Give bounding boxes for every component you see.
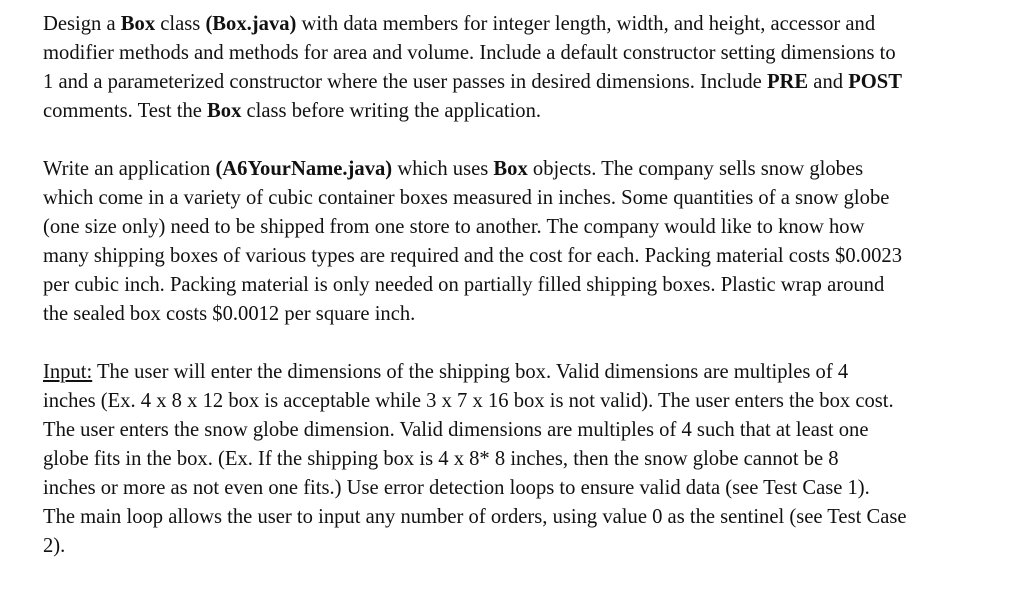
text-line bbox=[43, 97, 1015, 126]
bold-text: (Box.java) bbox=[205, 13, 297, 35]
text-line bbox=[43, 503, 1015, 532]
text-line bbox=[43, 358, 1015, 387]
bold-text: Box bbox=[493, 158, 528, 180]
text-run: comments. Test the bbox=[43, 100, 208, 122]
text-run: the sealed box costs $0.0012 per square inch. bbox=[43, 303, 416, 325]
text-run: which come in a variety of cubic container boxes measured in inches. Some quantities of a snow globe bbox=[43, 187, 890, 209]
bold-text: POST bbox=[848, 71, 902, 93]
text-run: The user will enter the dimensions of the shipping box. Valid dimensions are multiples of 4 bbox=[92, 361, 849, 383]
bold-text: (A6YourName.java) bbox=[215, 158, 393, 180]
text-line bbox=[43, 445, 1015, 474]
text-run: with data members for integer length, width, and height, accessor and bbox=[296, 13, 876, 35]
text-line bbox=[43, 474, 1015, 503]
text-run: inches or more as not even one fits.) Use error detection loops to ensure valid data (see Test Case 1). bbox=[43, 477, 870, 499]
text-line bbox=[43, 39, 1015, 68]
text-line bbox=[43, 184, 1015, 213]
text-run: class before writing the application. bbox=[241, 100, 542, 122]
text-line bbox=[43, 300, 1015, 329]
text-run: inches (Ex. 4 x 8 x 12 box is acceptable while 3 x 7 x 16 box is not valid). The user enters the box cost. bbox=[43, 390, 894, 412]
text-run: 2). bbox=[43, 535, 66, 557]
text-run: globe fits in the box. (Ex. If the shipping box is 4 x 8* 8 inches, then the snow globe cannot be 8 bbox=[43, 448, 839, 470]
text-run: The user enters the snow globe dimension. Valid dimensions are multiples of 4 such that at least one bbox=[43, 419, 869, 441]
bold-text: Box bbox=[207, 100, 242, 122]
text-line bbox=[43, 271, 1015, 300]
text-line bbox=[43, 416, 1015, 445]
text-run: objects. The company sells snow globes bbox=[527, 158, 864, 180]
bold-text: PRE bbox=[766, 71, 809, 93]
text-run: class bbox=[155, 13, 206, 35]
text-line bbox=[43, 68, 1015, 97]
text-run: (one size only) need to be shipped from one store to another. The company would like to know how bbox=[43, 216, 865, 238]
text-line bbox=[43, 10, 1015, 39]
underlined-heading: Input: bbox=[43, 361, 93, 383]
text-run: Write an application bbox=[43, 158, 216, 180]
text-line bbox=[43, 213, 1015, 242]
text-run: many shipping boxes of various types are required and the cost for each. Packing material costs $0.0023 bbox=[43, 245, 902, 267]
text-run: modifier methods and methods for area and volume. Include a default constructor setting dimensions to bbox=[43, 42, 896, 64]
paragraph-3 bbox=[43, 358, 1015, 561]
paragraph-1 bbox=[43, 10, 1015, 126]
text-line bbox=[43, 387, 1015, 416]
text-run: Design a bbox=[43, 13, 121, 35]
text-run: The main loop allows the user to input any number of orders, using value 0 as the sentinel (see Test Case bbox=[43, 506, 907, 528]
text-run: per cubic inch. Packing material is only needed on partially filled shipping boxes. Plastic wrap around bbox=[43, 274, 885, 296]
text-line bbox=[43, 242, 1015, 271]
text-run: which uses bbox=[392, 158, 494, 180]
text-line bbox=[43, 532, 1015, 561]
text-run: 1 and a parameterized constructor where the user passes in desired dimensions. Include bbox=[43, 71, 767, 93]
text-line bbox=[43, 155, 1015, 184]
assignment-document bbox=[43, 10, 1015, 590]
bold-text: Box bbox=[120, 13, 156, 35]
paragraph-2 bbox=[43, 155, 1015, 329]
text-run: and bbox=[808, 71, 849, 93]
